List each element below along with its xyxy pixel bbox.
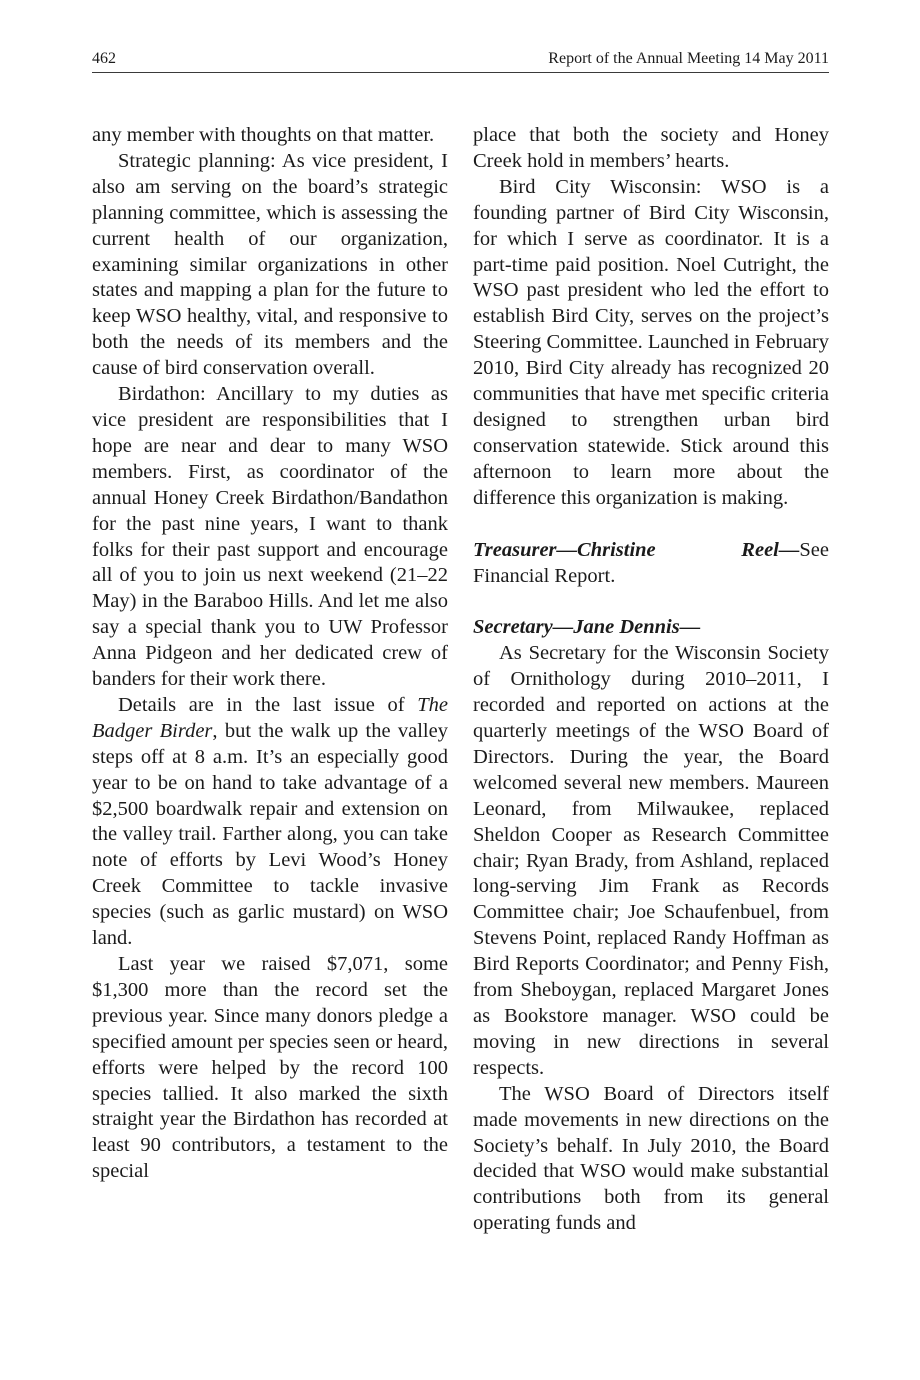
details-text-end: , but the walk up the valley steps off at 8 a.m. It’s an especially good year to be on hand to take advantage of a $2,500 boardwalk repair and extension on the valley trail. Farther along, you can take note of efforts by Levi Wood’s Honey Creek Committee to tackle invasive species (such as garlic mustard) on WSO land.	[92, 719, 448, 950]
left-column	[92, 123, 448, 1185]
paragraph-details	[92, 693, 448, 952]
treasurer-heading: Treasurer—Christine Reel—	[473, 538, 800, 561]
right-column	[473, 123, 829, 1237]
paragraph-secretary-report: As Secretary for the Wisconsin Society of Ornithology during 2010–2011, I recorded and reported on actions at the quarterly meetings of the WSO Board of Directors. During the year, the Board welcomed several new members. Maureen Leonard, from Milwaukee, replaced Sheldon Cooper as Research Committee chair; Ryan Brady, from Ashland, replaced long-serving Jim Frank as Records Committee chair; Joe Schaufenbuel, from Stevens Point, replaced Randy Hoffman as Bird Reports Coordinator; and Penny Fish, from Sheboygan, replaced Margaret Jones as Bookstore manager. WSO could be moving in new directions in several respects.	[473, 642, 829, 1079]
publication-title: The Badger Birder	[92, 693, 448, 742]
paragraph-fundraising: Last year we raised $7,071, some $1,300 more than the record set the previous year. Since many donors pledge a specified amount per species seen or heard, efforts were helped by the record 100 species tallied. It also marked the sixth straight year the Birdathon has recorded at least 90 contributors, a testament to the special	[92, 953, 448, 1183]
page-number: 462	[92, 50, 116, 67]
treasurer-section	[473, 538, 829, 590]
treasurer-text: See Financial Report.	[473, 538, 829, 587]
paragraph-continued-right: place that both the society and Honey Creek hold in members’ hearts.	[473, 124, 829, 172]
secretary-heading: Secretary—Jane Dennis—	[473, 616, 701, 639]
running-head	[92, 48, 829, 73]
details-text-start: Details are in the last issue of	[118, 693, 418, 716]
running-title: Report of the Annual Meeting 14 May 2011	[548, 50, 829, 67]
paragraph-birdathon: Birdathon: Ancillary to my duties as vice president are responsibilities that I hope are near and dear to many WSO members. First, as coordinator of the annual Honey Creek Birdathon/Bandathon for the past nine years, I want to thank folks for their past support and encourage all of you to join us next weekend (21–22 May) in the Baraboo Hills. And let me also say a special thank you to UW Professor Anna Pidgeon and her dedicated crew of banders for their work there.	[92, 383, 448, 691]
paragraph-bird-city: Bird City Wisconsin: WSO is a founding partner of Bird City Wisconsin, for which I serve as coordinator. It is a part-time paid position. Noel Cutright, the WSO past president who led the effort to establish Bird City, serves on the project’s Steering Committee. Launched in February 2010, Bird City already has recognized 20 communities that have met specific criteria designed to strengthen urban bird conservation statewide. Stick around this afternoon to learn more about the difference this organization is making.	[473, 175, 829, 509]
paragraph-board-directions: The WSO Board of Directors itself made movements in new directions on the Society’s behalf. In July 2010, the Board decided that WSO would make substantial contributions both from its general operating funds and	[473, 1082, 829, 1235]
paragraph-continued: any member with thoughts on that matter.	[92, 124, 435, 146]
paragraph-strategic-planning: Strategic planning: As vice president, I also am serving on the board’s strategic planning committee, which is assessing the current health of our organization, examining similar organizations in other states and mapping a plan for the future to keep WSO healthy, vital, and responsive to both the needs of its members and the cause of bird conservation overall.	[92, 149, 448, 380]
